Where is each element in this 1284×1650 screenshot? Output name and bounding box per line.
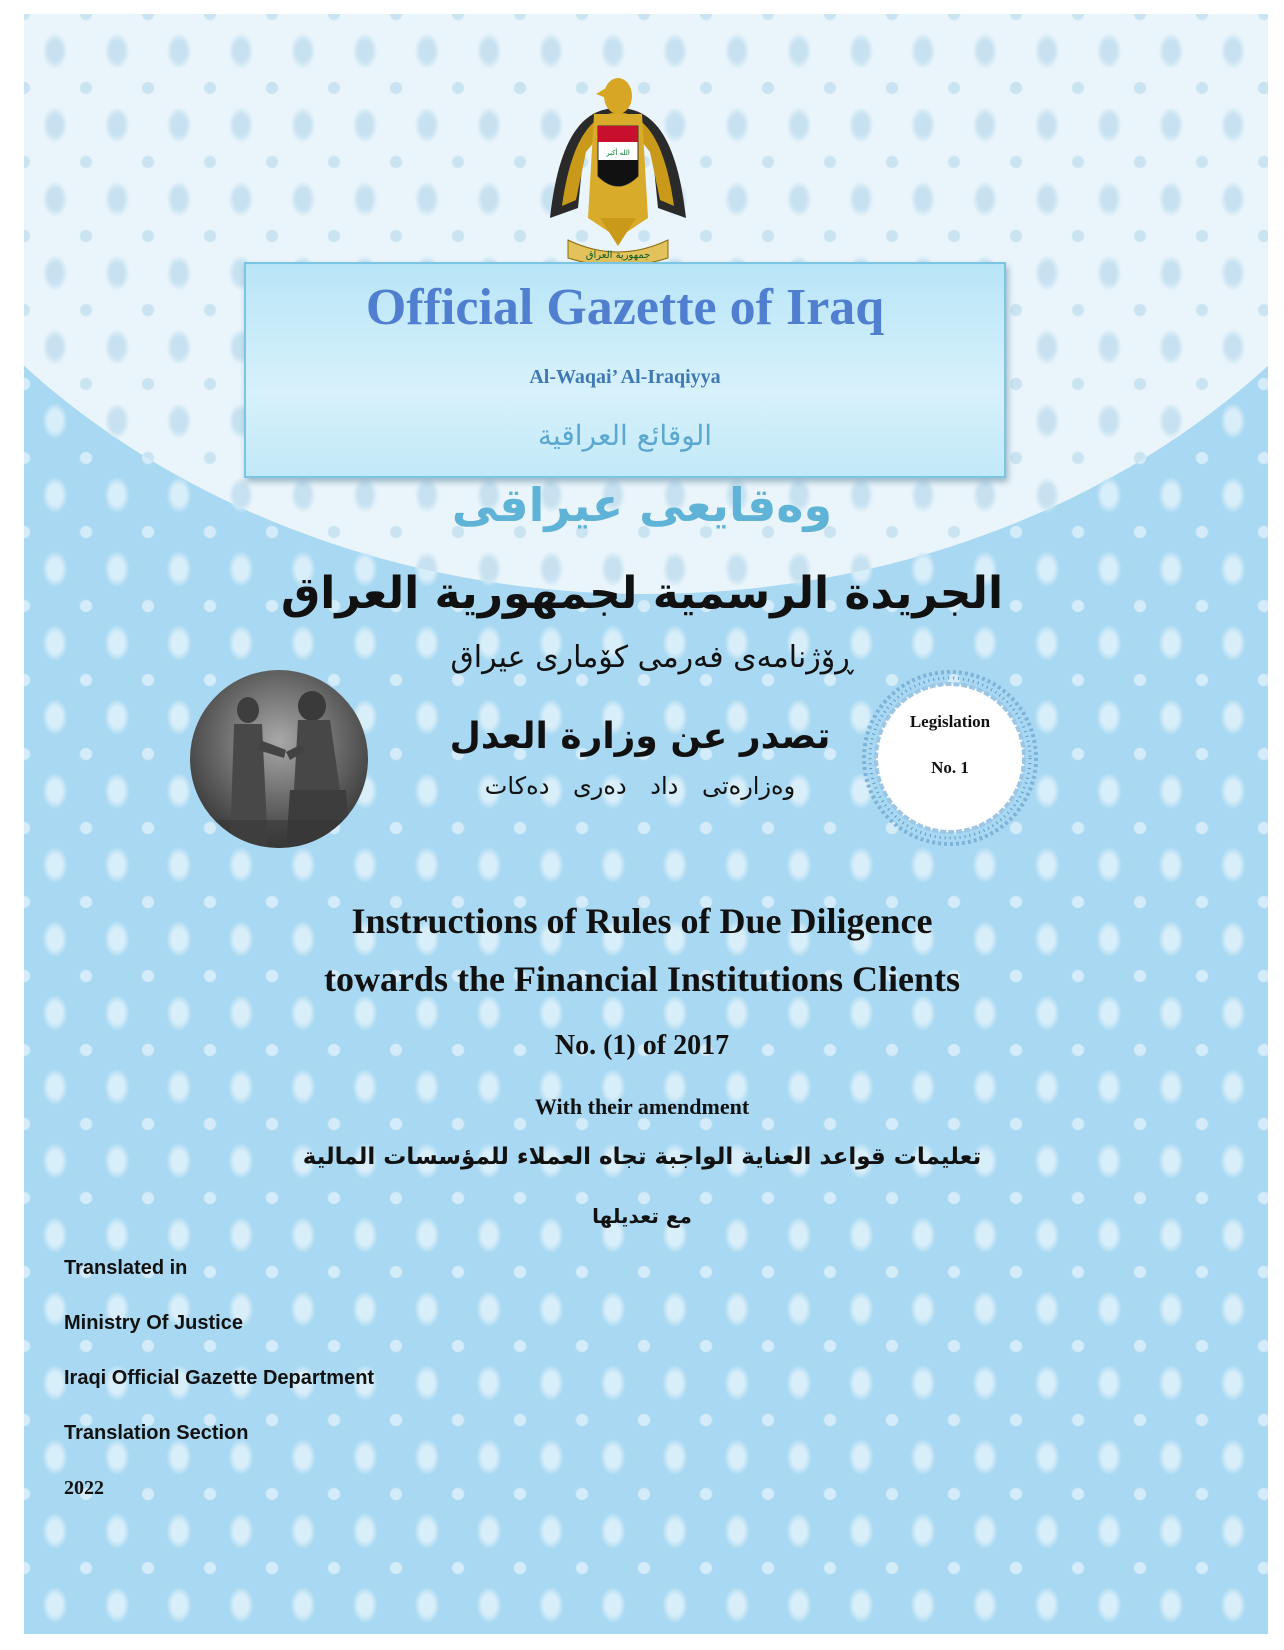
issued-by-arabic: تصدر عن وزارة العدل (449, 716, 831, 757)
gazette-kurdish-title: وەقایعی عیراقی (451, 478, 833, 532)
emblem-text: جمهورية العراق (585, 250, 651, 261)
masthead-kurdish: ڕۆژنامەی فەرمی کۆماری عیراق (450, 640, 854, 675)
gazette-title: Official Gazette of Iraq (365, 279, 885, 336)
credit-line-translated: Translated in (64, 1257, 188, 1279)
masthead-arabic: الجريدة الرسمية لجمهورية العراق (280, 568, 1004, 619)
credit-line-section: Translation Section (64, 1422, 249, 1444)
document-arabic-title: تعليمات قواعد العناية الواجبة تجاه العملاء للمؤسسات المالية (302, 1144, 982, 1170)
document-amendment: With their amendment (534, 1094, 750, 1119)
iraq-coat-of-arms-icon (548, 68, 688, 268)
document-number: No. (1) of 2017 (554, 1030, 730, 1061)
credit-year: 2022 (64, 1477, 104, 1499)
seal-label: Legislation (909, 712, 991, 731)
credit-line-ministry: Ministry Of Justice (64, 1312, 243, 1334)
document-title-line2: towards the Financial Institutions Clients (323, 959, 961, 999)
document-title-line1: Instructions of Rules of Due Diligence (351, 901, 933, 941)
seal-number: No. 1 (931, 758, 969, 777)
translation-credits (64, 1256, 374, 1531)
gazette-transliteration: Al-Waqai’ Al-Iraqiyya (529, 366, 721, 388)
svg-text:الله أكبر: الله أكبر (606, 149, 630, 157)
issued-by-kurdish: وەزارەتی داد دەری دەکات (484, 772, 796, 800)
gazette-arabic-title: الوقائع العراقية (537, 419, 713, 452)
title-box (244, 262, 1006, 478)
credit-line-department: Iraqi Official Gazette Department (64, 1367, 375, 1389)
document-arabic-amendment: مع تعديلها (592, 1204, 692, 1228)
hammurabi-stele-icon (190, 670, 368, 848)
